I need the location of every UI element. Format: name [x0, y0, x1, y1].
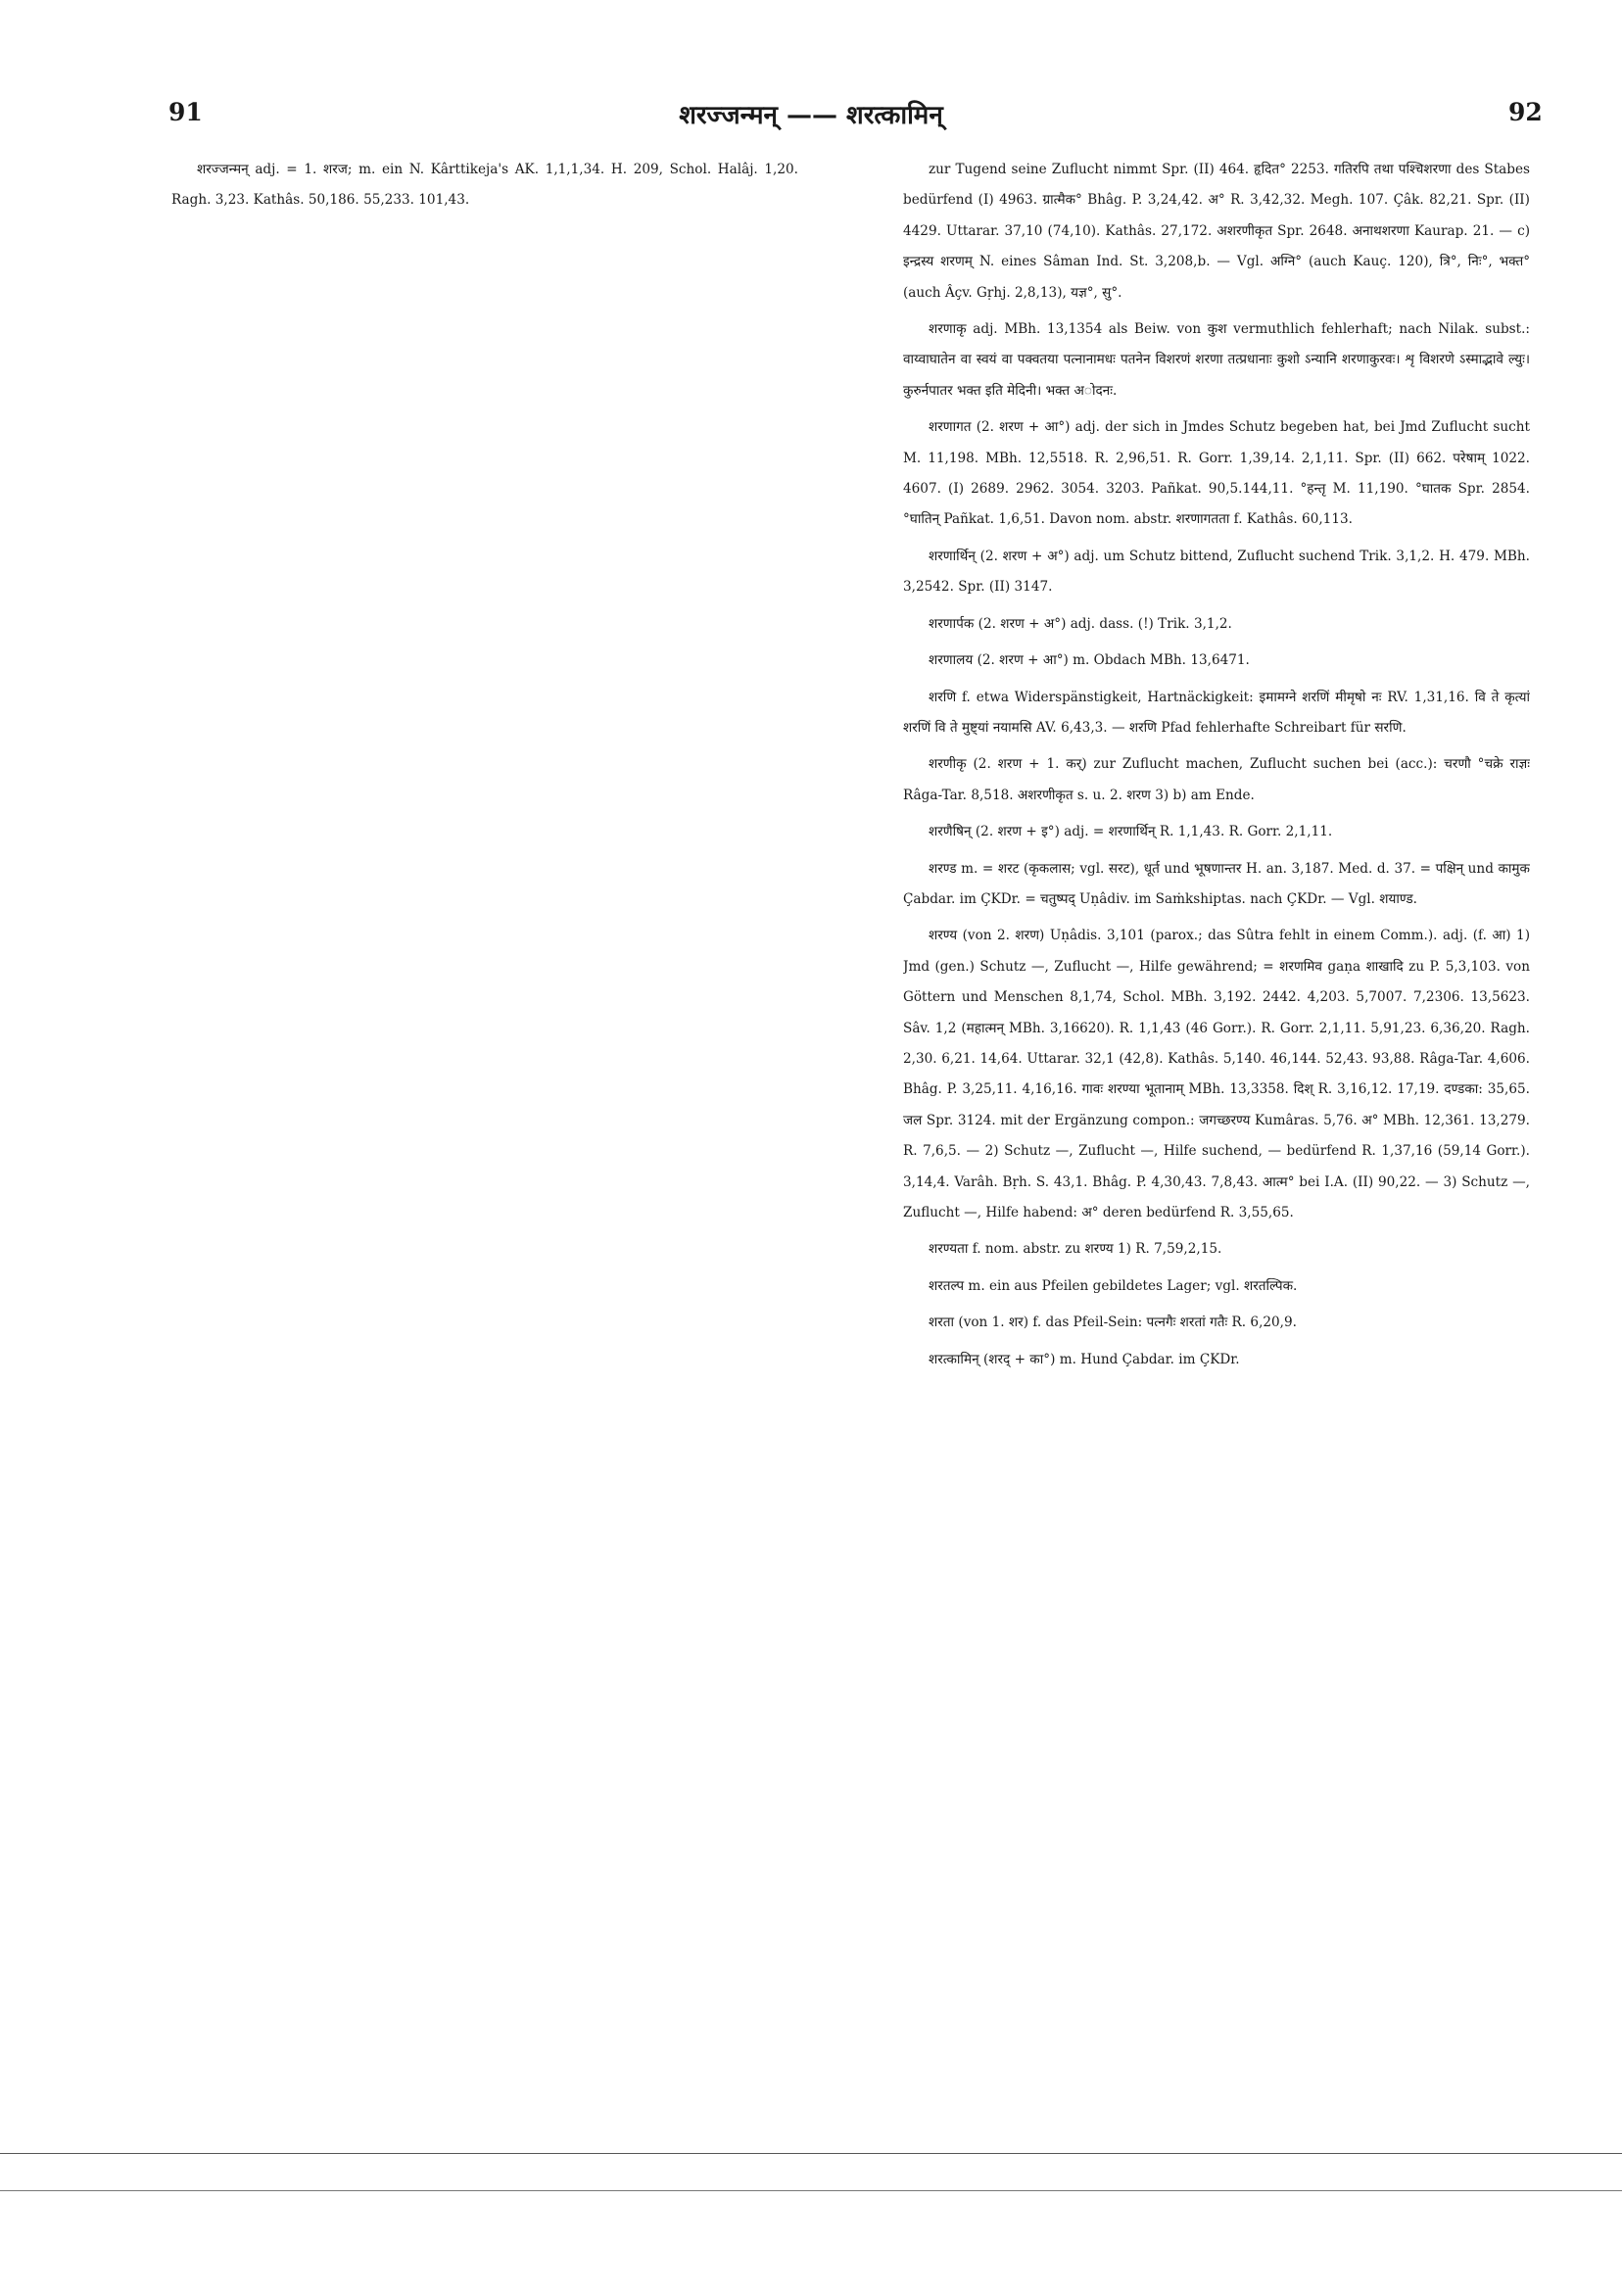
- entry: zur Tugend seine Zuflucht nimmt Spr. (II) 464. हृदित° 2253. गतिरपि तथा पश्चिशरणा des Stabes bedürfend (I) 4963. ग्रात्मैक° Bhâg. P. 3,24,42. अ° R. 3,42,32. Megh. 107. Çâk. 82,21. Spr. (II) 4429. Uttarar. 37,10 (74,10). Kathâs. 27,172. अशरणीकृत Spr. 2648. अनाथशरणा Kaurap. 21. — c) इन्द्रस्य शरणम् N. eines Sâman Ind. St. 3,208,b. — Vgl. अग्नि° (auch Kauç. 120), त्रि°, निः°, भक्त° (auch Âçv. Gṛhj. 2,8,13), यज्ञ°, सु°.: [903, 162, 1530, 301]
- entry: शरत्कामिन् (शरद् + का°) m. Hund Çabdar. im ÇKDr.: [929, 1351, 1240, 1367]
- entry: शरणैषिन् (2. शरण + इ°) adj. = शरणार्थिन् R. 1,1,43. R. Gorr. 2,1,11.: [929, 824, 1333, 840]
- entry: शरज्जन्मन् adj. = 1. शरज; m. ein N. Kârttikeja's AK. 1,1,1,34. H. 209, Schol. Halâj. 1,20. Ragh. 3,23. Kathâs. 50,186. 55,233. 101,43.: [171, 162, 798, 209]
- entry: शरणार्थिन् (2. शरण + अ°) adj. um Schutz bittend, Zuflucht suchend Trik. 3,1,2. H. 479. MBh. 3,2542. Spr. (II) 3147.: [903, 548, 1530, 596]
- right-column: [903, 155, 1530, 2026]
- entry: शरणीकृ (2. शरण + 1. कर्) zur Zuflucht machen, Zuflucht suchen bei (acc.): चरणौ °चक्रे राज्ञः Râga-Tar. 8,518. अशरणीकृत s. u. 2. शरण 3) b) am Ende.: [903, 756, 1530, 803]
- page-number-left: 91: [168, 98, 203, 126]
- running-head: शरज्जन्मन् —— शरत्कामिन्: [679, 101, 943, 130]
- entry: शरणागत (2. शरण + आ°) adj. der sich in Jmdes Schutz begeben hat, bei Jmd Zuflucht sucht M. 11,198. MBh. 12,5518. R. 2,96,51. R. Gorr. 1,39,14. 2,1,11. Spr. (II) 662. परेषाम् 1022. 4607. (I) 2689. 2962. 3054. 3203. Pañkat. 90,5.144,11. °हन्तृ M. 11,190. °घातक Spr. 2854. °घातिन् Pañkat. 1,6,51. Davon nom. abstr. शरणागतता f. Kathâs. 60,113.: [903, 419, 1530, 528]
- entry: शरण्यता f. nom. abstr. zu शरण्य 1) R. 7,59,2,15.: [929, 1241, 1222, 1258]
- page-number-right: 92: [1508, 98, 1543, 126]
- entry: शरण्य (von 2. शरण) Uṇâdis. 3,101 (parox.; das Sûtra fehlt in einem Comm.). adj. (f. आ) 1) Jmd (gen.) Schutz —, Zuflucht —, Hilfe gewährend; = शरणमिव gaṇa शाखादि zu P. 5,3,103. von Göttern und Menschen 8,1,74, Schol. MBh. 3,192. 2442. 4,203. 5,7007. 7,2306. 13,5623. Sâv. 1,2 (महात्मन् MBh. 3,16620). R. 1,1,43 (46 Gorr.). R. Gorr. 2,1,11. 5,91,23. 6,36,20. Ragh. 2,30. 6,21. 14,64. Uttarar. 32,1 (42,8). Kathâs. 5,140. 46,144. 52,43. 93,88. Râga-Tar. 4,606. Bhâg. P. 3,25,11. 4,16,16. गावः शरण्या भूतानाम् MBh. 13,3358. दिश् R. 3,16,12. 17,19. दण्डका: 35,65. जल Spr. 3124. mit der Ergänzung compon.: जगच्छरण्य Kumâras. 5,76. अ° MBh. 12,361. 13,279. R. 7,6,5. — 2) Schutz —, Zuflucht —, Hilfe suchend, — bedürfend R. 1,37,16 (59,14 Gorr.). 3,14,4. Varâh. Bṛh. S. 43,1. Bhâg. P. 4,30,43. 7,8,43. आत्म° bei I.A. (II) 90,22. — 3) Schutz —, Zuflucht —, Hilfe habend: अ° deren bedürfend R. 3,55,65.: [903, 928, 1530, 1220]
- entry: शरणाकृ adj. MBh. 13,1354 als Beiw. von कुश vermuthlich fehlerhaft; nach Nilak. subst.: वाय्वाघातेन वा स्वयं वा पक्वतया पत्नानामधः पतनेन विशरणं शरणा तत्प्रधानाः कुशो ऽन्यानि शरणाकुरवः। शृ विशरणे ऽस्माद्भावे ल्युः। कुरुर्नपातर भक्त इति मेदिनी। भक्त अोदनः.: [903, 321, 1530, 399]
- entry: शरता (von 1. शर) f. das Pfeil-Sein: पत्नगैः शरतां गतैः R. 6,20,9.: [929, 1315, 1297, 1331]
- entry: शरणि f. etwa Widerspänstigkeit, Hartnäckigkeit: इमामग्ने शरणिं मीमृषो नः RV. 1,31,16. वि ते कृत्यां शरणिं वि ते मुष्ट्यां नयामसि AV. 6,43,3. — शरणि Pfad fehlerhafte Schreibart für सरणि.: [903, 689, 1530, 736]
- bottom-rule: [0, 2153, 1622, 2154]
- entry: शरणार्पक (2. शरण + अ°) adj. dass. (!) Trik. 3,1,2.: [929, 615, 1232, 632]
- entry: शरणालय (2. शरण + आ°) m. Obdach MBh. 13,6471.: [929, 652, 1250, 669]
- bottom-rule: [0, 2190, 1622, 2191]
- entry: शरतल्प m. ein aus Pfeilen gebildetes Lager; vgl. शरतल्पिक.: [929, 1277, 1298, 1294]
- left-column: [171, 155, 798, 2035]
- entry: शरण्ड m. = शरट (कृकलास; vgl. सरट), धूर्त und भूषणान्तर H. an. 3,187. Med. d. 37. = पक्षिन् und कामुक Çabdar. im ÇKDr. = चतुष्पद् Uṇâdiv. im Saṁkshiptas. nach ÇKDr. — Vgl. शयाण्ड.: [903, 860, 1530, 907]
